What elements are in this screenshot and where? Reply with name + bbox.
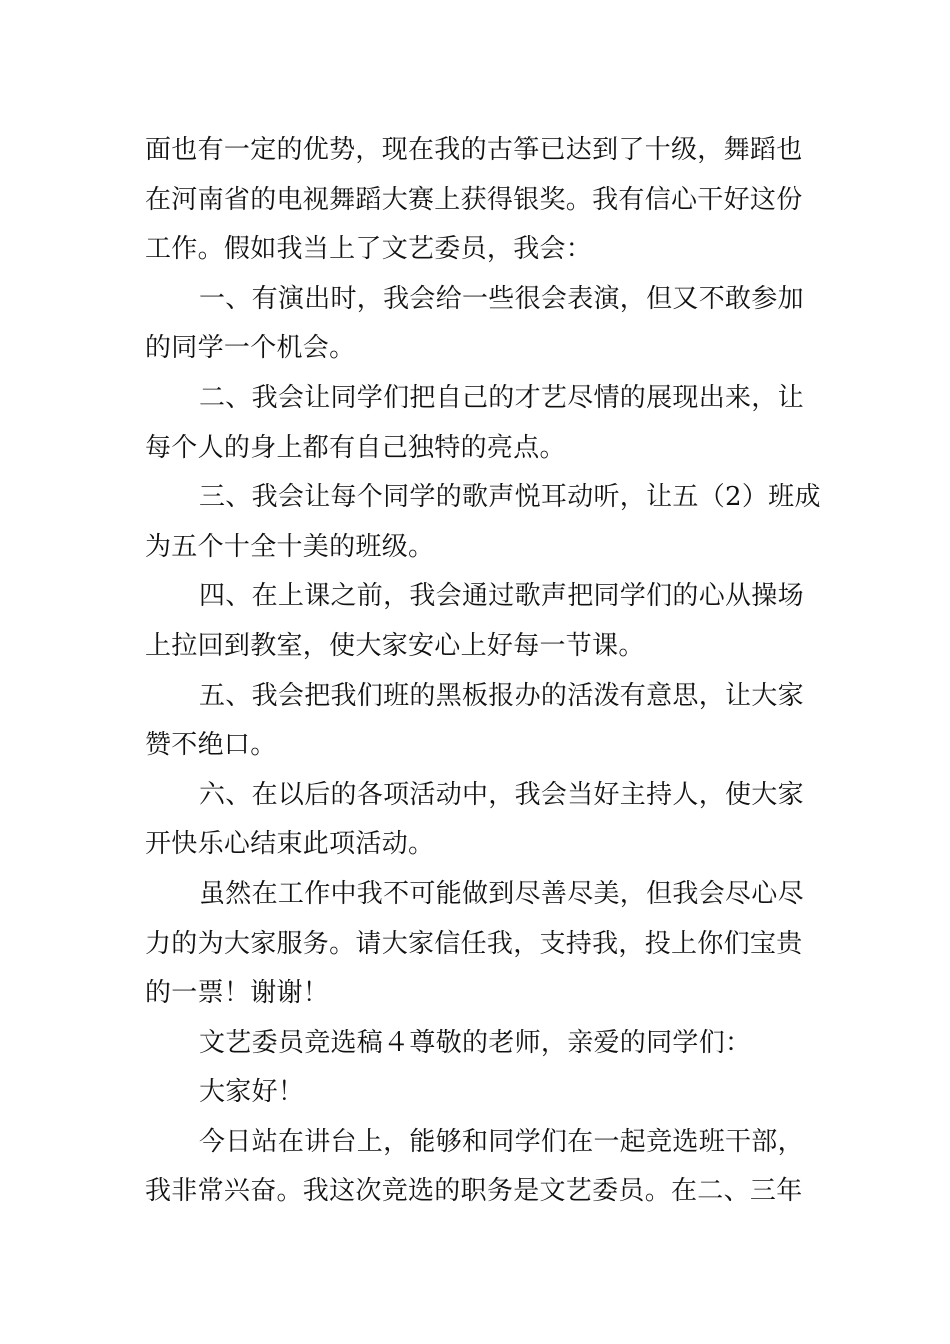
- text-line: 上拉回到教室，使大家安心上好每一节课。: [145, 630, 645, 661]
- text-line: 三、我会让每个同学的歌声悦耳动听，让五（2）班成: [199, 482, 821, 513]
- text-line: 赞不绝口。: [145, 730, 277, 761]
- text-line: 今日站在讲台上，能够和同学们在一起竞选班干部，: [199, 1126, 804, 1157]
- text-line: 四、在上课之前，我会通过歌声把同学们的心从操场: [199, 581, 804, 612]
- text-line: 的同学一个机会。: [145, 333, 356, 364]
- text-line: 为五个十全十美的班级。: [145, 531, 435, 562]
- section-heading-line: 文艺委员竞选稿４尊敬的老师，亲爱的同学们：: [199, 1027, 752, 1058]
- text-line: 每个人的身上都有自己独特的亮点。: [145, 432, 566, 463]
- text-line: 一、有演出时，我会给一些很会表演，但又不敢参加: [199, 283, 804, 314]
- greeting-line: 大家好！: [199, 1077, 305, 1108]
- text-line: 我非常兴奋。我这次竞选的职务是文艺委员。在二、三年: [145, 1176, 803, 1207]
- text-line: 在河南省的电视舞蹈大赛上获得银奖。我有信心干好这份: [145, 184, 803, 215]
- text-line: 开快乐心结束此项活动。: [145, 829, 435, 860]
- text-line: 的一票！谢谢！: [145, 978, 330, 1009]
- body-text: [145, 126, 821, 1217]
- text-line: 虽然在工作中我不可能做到尽善尽美，但我会尽心尽: [199, 878, 804, 909]
- text-line: 力的为大家服务。请大家信任我，支持我，投上你们宝贵: [145, 928, 803, 959]
- text-line: 面也有一定的优势，现在我的古筝已达到了十级，舞蹈也: [145, 135, 803, 165]
- text-line: 二、我会让同学们把自己的才艺尽情的展现出来，让: [199, 382, 804, 413]
- text-line: 六、在以后的各项活动中，我会当好主持人，使大家: [199, 779, 804, 810]
- text-line: 五、我会把我们班的黑板报办的活泼有意思，让大家: [199, 680, 804, 711]
- text-line: 工作。假如我当上了文艺委员，我会：: [145, 234, 593, 265]
